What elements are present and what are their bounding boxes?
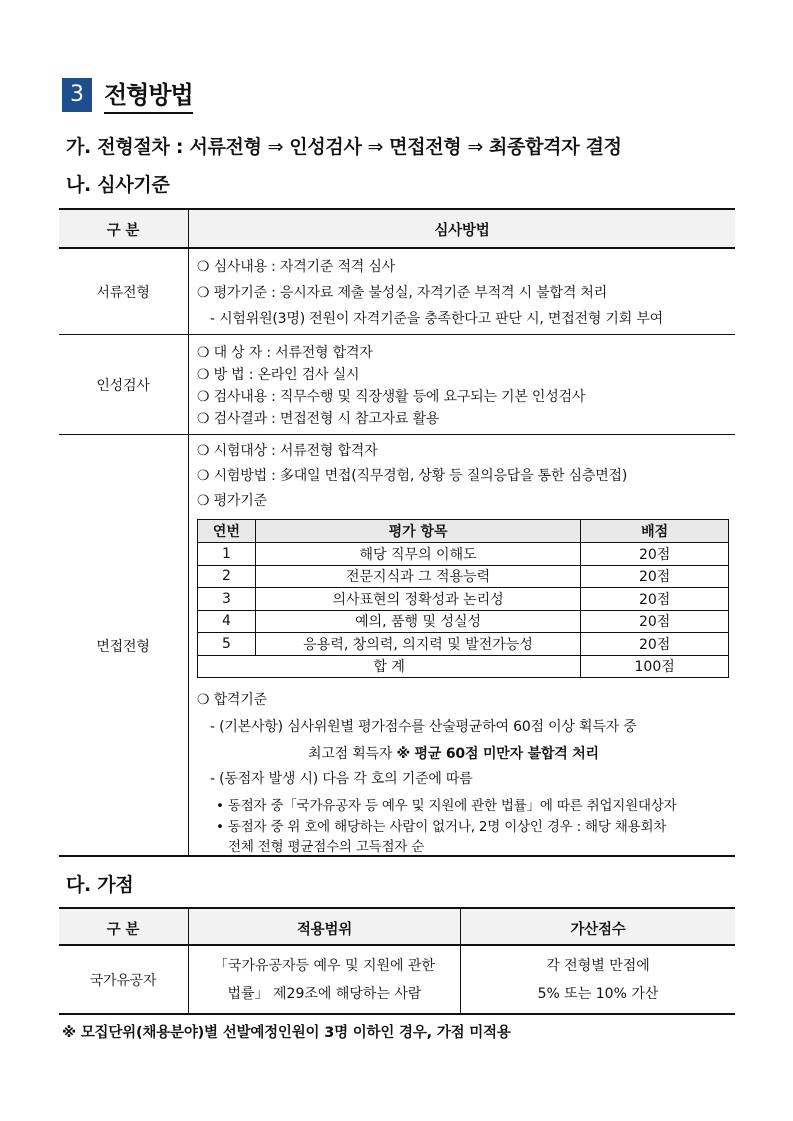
pass-line-1: - (기본사항) 심사위원별 평가점수를 산술평균하여 60점 이상 획득자 중 [210,719,637,735]
arrow-icon: ⇒ [467,136,483,158]
procedure-prefix: 가. 전형절차 : [66,136,184,158]
interview-line-1: ❍ 시험대상 : 서류전형 합격자 [197,443,378,459]
eval-score: 20점 [581,588,729,611]
fail-note: ※ 평균 60점 미만자 불합격 처리 [396,746,599,762]
bonus-header-scope: 적용범위 [296,922,353,938]
table-top-border [59,208,735,210]
bonus-scope-line-1: 「국가유공자등 예우 및 지원에 관한 [213,958,436,974]
bonus-header-points: 가산점수 [570,922,626,938]
eval-score: 20점 [581,633,729,656]
personality-line-2: ❍ 방 법 : 온라인 검사 실시 [197,367,360,383]
arrow-icon: ⇒ [267,136,284,158]
bonus-heading: 다. 가점 [66,874,134,896]
bonus-points-line-1: 각 전형별 만점에 [546,958,650,974]
eval-no: 5 [198,633,256,656]
personality-line-1: ❍ 대 상 자 : 서류전형 합격자 [197,345,373,361]
column-divider [188,209,189,856]
eval-item: 해당 직무의 이해도 [255,543,580,566]
bonus-header-border [59,944,735,946]
header-category: 구 분 [106,223,140,239]
tie-bullet-2: • 동점자 중 위 호에 해당하는 사람이 없거나, 2명 이상인 경우 : 해당 채용회차 [216,819,667,835]
category-interview: 면접전형 [96,639,150,655]
table-row [198,633,729,656]
section-number: 3 [62,78,92,112]
bonus-top-border [59,907,735,909]
tie-bullet-2-cont: 전체 전형 평균점수의 고득점자 순 [228,839,425,855]
eval-item: 전문지식과 그 적용능력 [255,565,580,588]
category-personality: 인성검사 [96,378,150,394]
bonus-category: 국가유공자 [89,973,157,989]
eval-total-label: 합 계 [198,655,581,678]
interview-line-3: ❍ 평가기준 [197,493,267,509]
tie-line: - (동점자 발생 시) 다음 각 호의 기준에 따름 [210,771,473,787]
table-row [198,588,729,611]
arrow-icon: ⇒ [367,136,384,158]
table-bottom-border [59,855,735,857]
pass-line-2-text: 최고점 획득자 [308,746,397,762]
eval-header-score: 배점 [581,520,729,543]
document-line-2: ❍ 평가기준 : 응시자료 제출 불성실, 자격기준 부적격 시 불합격 처리 [197,285,608,301]
bonus-scope-line-2: 법률」 제29조에 해당하는 사람 [227,986,422,1002]
pass-heading: ❍ 합격기준 [197,692,267,708]
bonus-bottom-border [59,1013,735,1015]
personality-line-4: ❍ 검사결과 : 면접전형 시 참고자료 활용 [197,411,440,427]
eval-total-value: 100점 [581,655,729,678]
header-method: 심사방법 [434,223,490,239]
criteria-heading: 나. 심사기준 [66,174,170,196]
row-divider [59,334,735,335]
eval-total-row [198,655,729,678]
row-divider [59,434,735,435]
eval-no: 3 [198,588,256,611]
table-row [198,543,729,566]
eval-no: 2 [198,565,256,588]
document-line-1: ❍ 심사내용 : 자격기준 적격 심사 [197,259,396,275]
procedure-line [66,132,622,159]
procedure-step-1: 서류전형 [189,136,262,158]
bonus-points-line-2: 5% 또는 10% 가산 [537,986,659,1002]
eval-item: 의사표현의 정확성과 논리성 [255,588,580,611]
eval-header-no: 연번 [198,520,256,543]
document-line-3: - 시험위원(3명) 전원이 자격기준을 충족한다고 판단 시, 면접전형 기회 부여 [210,311,663,327]
personality-line-3: ❍ 검사내용 : 직무수행 및 직장생활 등에 요구되는 기본 인성검사 [197,389,586,405]
eval-item: 응용력, 창의력, 의지력 및 발전가능성 [255,633,580,656]
tie-bullet-1: • 동점자 중「국가유공자 등 예우 및 지원에 관한 법률」에 따른 취업지원대상자 [216,798,677,814]
eval-score: 20점 [581,610,729,633]
eval-score: 20점 [581,565,729,588]
eval-no: 4 [198,610,256,633]
table-header-border [59,247,735,249]
pass-line-2 [308,743,599,763]
eval-no: 1 [198,543,256,566]
table-row [198,610,729,633]
eval-item: 예의, 품행 및 성실성 [255,610,580,633]
procedure-step-2: 인성검사 [289,136,362,158]
eval-score: 20점 [581,543,729,566]
eval-header-item: 평가 항목 [255,520,580,543]
eval-table [197,519,729,678]
eval-header-row [198,520,729,543]
category-document: 서류전형 [96,285,150,301]
interview-line-2: ❍ 시험방법 : 多대일 면접(직무경험, 상황 등 질의응답을 통한 심층면접) [197,468,628,484]
section-title: 전형방법 [104,80,193,114]
table-row [198,565,729,588]
procedure-step-3: 면접전형 [389,136,462,158]
bonus-header-category: 구 분 [106,922,140,938]
bonus-note: ※ 모집단위(채용분야)별 선발예정인원이 3명 이하인 경우, 가점 미적용 [62,1025,511,1041]
procedure-step-4: 최종합격자 결정 [488,136,622,158]
